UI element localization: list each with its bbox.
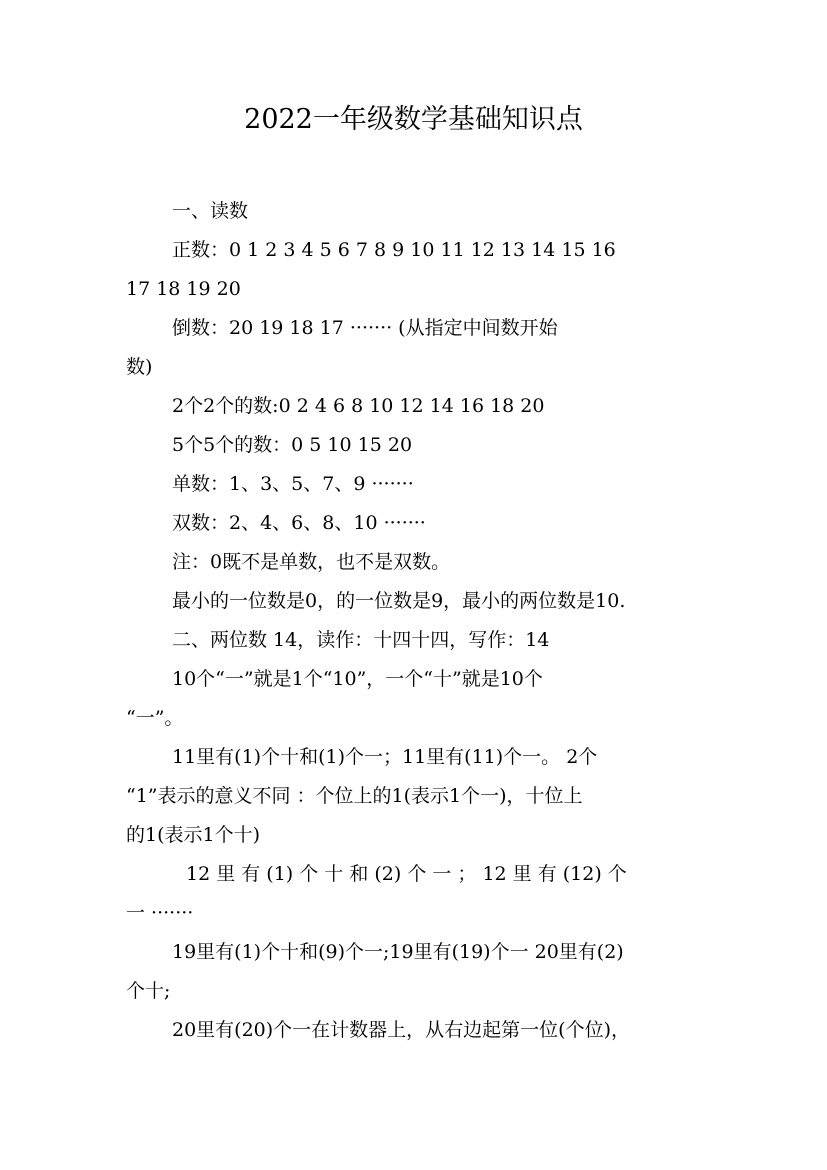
- text-line: 17 18 19 20: [126, 278, 241, 300]
- text-line: 2个2个的数:0 2 4 6 8 10 12 14 16 18 20: [172, 395, 545, 417]
- text-line: 双数：2、4、6、8、10 ·······: [172, 512, 426, 534]
- text-line: “一”。: [126, 707, 184, 729]
- text-line: 正数：0 1 2 3 4 5 6 7 8 9 10 11 12 13 14 15 16: [172, 239, 616, 261]
- text-line: 10个“一”就是1个“10”，一个“十”就是10个: [172, 668, 543, 690]
- text-line: 12 里 有 (1) 个 十 和 (2) 个 一 ； 12 里 有 (12) 个: [186, 863, 627, 885]
- section-heading-two-digit: 二、两位数 14，读作：十四十四，写作：14: [172, 629, 550, 651]
- text-line: 的1(表示1个十): [126, 824, 261, 846]
- text-line: 数): [126, 356, 153, 378]
- text-line: 最小的一位数是0，的一位数是9，最小的两位数是10.: [172, 590, 626, 612]
- text-line: 5个5个的数：0 5 10 15 20: [172, 434, 413, 456]
- text-line: 注：0既不是单数，也不是双数。: [172, 551, 451, 573]
- text-line: “1”表示的意义不同 ：个位上的1(表示1个一)，十位上: [126, 785, 583, 807]
- text-line: 倒数：20 19 18 17 ······· (从指定中间数开始: [172, 317, 558, 339]
- text-line: 20里有(20)个一在计数器上，从右边起第一位(个位)，: [172, 1019, 631, 1041]
- text-line: 一 ·······: [126, 902, 194, 924]
- text-line: 个十;: [126, 980, 171, 1002]
- text-line: 单数：1、3、5、7、9 ·······: [172, 473, 414, 495]
- document-title: 2022一年级数学基础知识点: [244, 104, 583, 135]
- section-heading-reading: 一、读数: [172, 200, 249, 222]
- text-line: 11里有(1)个十和(1)个一；11里有(11)个一。 2个: [172, 746, 598, 768]
- text-line: 19里有(1)个十和(9)个一;19里有(19)个一 20里有(2): [172, 941, 624, 963]
